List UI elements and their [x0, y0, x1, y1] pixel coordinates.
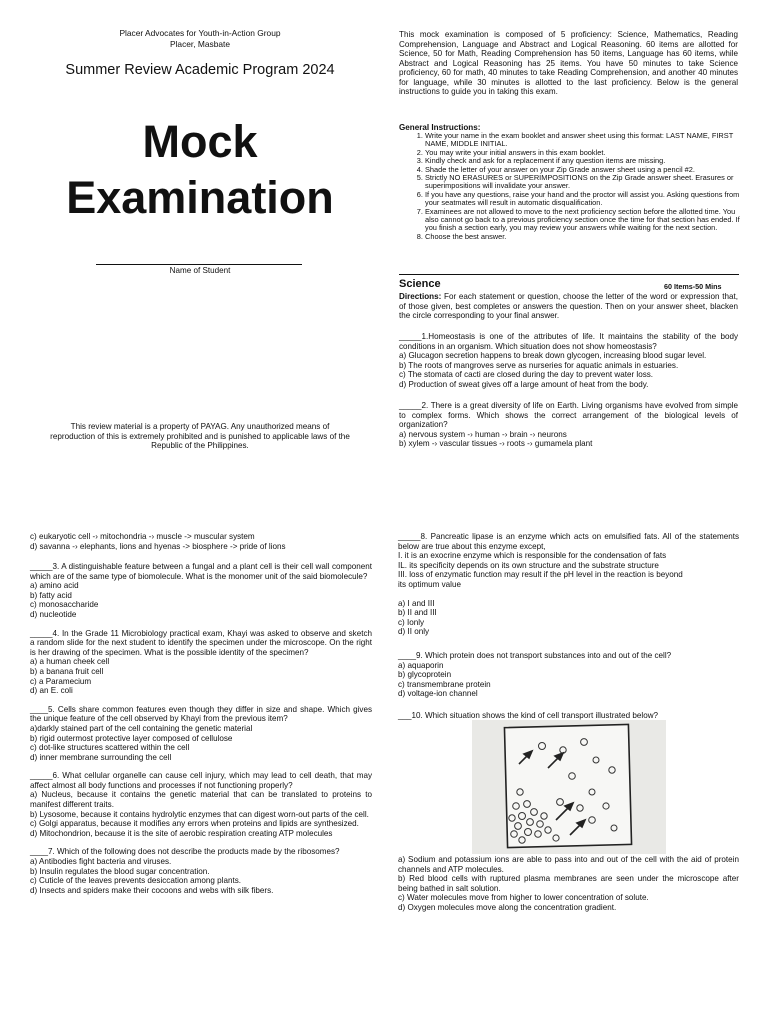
instruction-item: 5. Strictly NO ERASURES or SUPERIMPOSITIONS on the Zip Grade answer sheet. Erasures or superimpositions will invalidate your answer.: [425, 174, 741, 191]
question-4-option-a[interactable]: a) a human cheek cell: [30, 657, 110, 667]
question-1-option-d[interactable]: d) Production of sweat gives off a large amount of heat from the body.: [399, 379, 649, 389]
question-6-stem: _____6. What cellular organelle can cause cell injury, which may lead to cell death, that may affect almost all body functions and processes if not functioning properly?: [30, 771, 372, 790]
question-8-option-a[interactable]: a) I and III: [398, 598, 435, 608]
question-8-option-d[interactable]: d) II only: [398, 627, 430, 637]
organization-header: [0, 28, 384, 49]
name-line[interactable]: [96, 264, 302, 265]
question-4-option-c[interactable]: c) a Paramecium: [30, 676, 92, 686]
science-directions: [399, 292, 738, 321]
questions-column-left: [30, 562, 372, 904]
question-10-option-d[interactable]: d) Oxygen molecules move along the concentration gradient.: [398, 902, 617, 912]
question-5-option-a[interactable]: a)darkly stained part of the cell containing the genetic material: [30, 723, 253, 733]
question-10-option-c[interactable]: c) Water molecules move from higher to lower concentration of solute.: [398, 893, 649, 903]
question-8-statement-2: IL. its specificity depends on its own structure and the substrate structure: [398, 560, 659, 570]
question-4: [30, 629, 372, 696]
instruction-item: 4. Shade the letter of your answer on your Zip Grade answer sheet using a pencil #2.: [425, 166, 741, 174]
question-8-option-b[interactable]: b) II and III: [398, 608, 437, 618]
instruction-item: 6. If you have any questions, raise your hand and the proctor will assist you. Asking questions from your seatmates will result in automatic disqualification.: [425, 191, 741, 208]
question-8-option-c[interactable]: c) Ionly: [398, 617, 425, 627]
question-8-statement-3: III. loss of enzymatic function may result if the pH level in the reaction is beyond its optimum value: [398, 570, 683, 589]
question-9: [398, 651, 739, 699]
question-9-option-b[interactable]: b) glycoprotein: [398, 670, 452, 680]
question-2-option-d[interactable]: d) savanna -› elephants, lions and hyenas -> biosphere -> pride of lions: [30, 541, 286, 551]
question-7-option-a[interactable]: a) Antibodies fight bacteria and viruses.: [30, 857, 172, 867]
question-8: [398, 532, 739, 637]
intro-paragraph: This mock examination is composed of 5 proficiency: Science, Mathematics, Reading Comprehension, Language and Abstract and Logical Reasoning. 60 items are allotted for Science, 50 for Math, Reading Comprehension has 50 items, Language has 60 items, while Abstract and Logical Reasoning has 25 items. You have 50 minutes to take Science proficiency, 60 for math, 40 minutes to take Reading Comprehension, and another 40 minutes for language, while 30 minutes is allotted to the last proficiency. Below is the general instructions to guide you in taking this exam.: [399, 30, 738, 96]
question-7-option-c[interactable]: c) Cuticle of the leaves prevents desiccation among plants.: [30, 876, 241, 886]
question-4-option-d[interactable]: d) an E. coli: [30, 686, 73, 696]
instruction-item: 3. Kindly check and ask for a replacement if any question items are missing.: [425, 157, 741, 165]
question-2-option-c[interactable]: c) eukaryotic cell -› mitochondria -› muscle -> muscular system: [30, 532, 255, 541]
science-heading: Science: [399, 278, 441, 290]
directions-text: For each statement or question, choose the letter of the word or expression that, of those given, best completes or answers the question. Then on your answer sheet, blacken the circle corresponding to your final answer.: [399, 292, 738, 321]
instruction-item: 8. Choose the best answer.: [425, 233, 741, 241]
question-1-option-b[interactable]: b) The roots of mangroves serve as nurseries for aquatic animals in estuaries.: [399, 360, 679, 370]
question-2-stem: _____2. There is a great diversity of life on Earth. Living organisms have evolved from simple to complex forms. Which shows the correct arrangement of the biological levels of organization?: [399, 401, 738, 430]
question-9-option-a[interactable]: a) aquaporin: [398, 660, 444, 670]
program-title: Summer Review Academic Program 2024: [65, 62, 335, 78]
question-7-option-b[interactable]: b) Insulin regulates the blood sugar concentration.: [30, 866, 210, 876]
question-1: [399, 332, 738, 390]
question-10-options: [398, 855, 739, 913]
question-2-continued: [30, 532, 372, 551]
question-9-option-d[interactable]: d) voltage-ion channel: [398, 689, 478, 699]
question-6-option-a[interactable]: a) Nucleus, because it contains the genetic material that can be translated to proteins to manifest different traits.: [30, 790, 372, 810]
instruction-item: 1. Write your name in the exam booklet and answer sheet using this format: LAST NAME, FIRST NAME, MIDDLE INITIAL.: [425, 132, 741, 149]
question-9-stem: ____9. Which protein does not transport substances into and out of the cell?: [398, 651, 672, 660]
cover-page: [0, 0, 384, 512]
question-3-stem: _____3. A distinguishable feature between a fungal and a plant cell is their cell wall component which are of the same type of biomolecule. What is the monomer unit of the said biomolecule?: [30, 562, 372, 581]
question-6: [30, 771, 372, 838]
question-4-option-b[interactable]: b) a banana fruit cell: [30, 666, 104, 676]
copyright-notice: This review material is a property of PAYAG. Any unauthorized means of reproduction of this is extremely prohibited and is punished to applicable laws of the Republic of the Philippines.: [50, 422, 350, 451]
general-instructions-list: [399, 132, 741, 241]
instruction-item: 7. Examinees are not allowed to move to the next proficiency section before the allotted time. You also cannot go back to a previous proficiency section once the time for that section has ended. If you finish a section early, you may review your answers while waiting for the next section.: [425, 208, 741, 233]
question-2-option-a[interactable]: a) nervous system -› human -› brain -› neurons: [399, 429, 567, 439]
main-title: [0, 114, 384, 226]
question-5-option-c[interactable]: c) dot-like structures scattered within the cell: [30, 743, 190, 753]
instruction-item: 2. You may write your initial answers in this exam booklet.: [425, 149, 741, 157]
question-2-option-b[interactable]: b) xylem -› vascular tissues -› roots -› gumamela plant: [399, 439, 593, 449]
diffusion-illustration: [472, 720, 666, 854]
question-8-stem: _____8. Pancreatic lipase is an enzyme which acts on emulsified fats. All of the statements below are true about this enzyme except,: [398, 532, 739, 551]
question-2: [399, 401, 738, 449]
name-label: Name of Student: [169, 266, 231, 275]
science-meta: 60 Items-50 Mins: [664, 282, 722, 291]
question-5-option-d[interactable]: d) inner membrane surrounding the cell: [30, 752, 172, 762]
question-3-option-b[interactable]: b) fatty acid: [30, 590, 72, 600]
question-10-option-a[interactable]: a) Sodium and potassium ions are able to pass into and out of the cell with the aid of protein channels and ATP molecules.: [398, 855, 739, 874]
question-8-statement-1: I. it is an exocrine enzyme which is responsible for the condensation of fats: [398, 551, 667, 561]
question-5: [30, 705, 372, 763]
question-1-option-c[interactable]: c) The stomata of cacti are closed during the day to prevent water loss.: [399, 370, 654, 380]
question-7-stem: ____7. Which of the following does not describe the products made by the ribosomes?: [30, 847, 340, 857]
main-title-line1: Mock: [142, 116, 258, 167]
organization-name: Placer Advocates for Youth-in-Action Group: [119, 28, 281, 38]
main-title-line2: Examination: [66, 172, 334, 223]
questions-page-left: [0, 512, 384, 1024]
question-6-option-d[interactable]: d) Mitochondrion, because it is the site of aerobic respiration creating ATP molecules: [30, 828, 333, 838]
question-3: [30, 562, 372, 620]
question-6-option-b[interactable]: b) Lysosome, because it contains hydrolytic enzymes that can digest worn-out parts of the cell.: [30, 809, 369, 819]
directions-label: Directions:: [399, 292, 442, 301]
question-1-option-a[interactable]: a) Glucagon secretion happens to break down glycogen, increasing blood sugar level.: [399, 351, 707, 361]
question-9-option-c[interactable]: c) transmembrane protein: [398, 679, 491, 689]
question-3-option-d[interactable]: d) nucleotide: [30, 609, 77, 619]
question-6-option-c[interactable]: c) Golgi apparatus, because it modifies any errors when proteins and lipids are synthesized.: [30, 819, 359, 829]
section-divider: [399, 274, 739, 275]
question-3-option-a[interactable]: a) amino acid: [30, 581, 79, 591]
organization-location: Placer, Masbate: [169, 38, 231, 49]
question-4-stem: _____4. In the Grade 11 Microbiology practical exam, Khayi was asked to observe and sketch a random slide for the next student to identify the specimen under the microscope. On the right is her drawing of the specimen. What is the possible identity of the specimen?: [30, 628, 372, 657]
question-5-stem: ____5. Cells share common features even though they differ in size and shape. Which gives the unique feature of the cell observed by Khayi from the previous item?: [30, 704, 372, 724]
question-7-option-d[interactable]: d) Insects and spiders make their cocoons and webs with silk fibers.: [30, 885, 274, 895]
question-7: [30, 847, 372, 895]
general-instructions-title: General Instructions:: [399, 123, 481, 132]
instructions-page: [384, 0, 768, 512]
question-10-option-b[interactable]: b) Red blood cells with ruptured plasma membranes are seen under the microscope after being bathed in salt solution.: [398, 874, 739, 893]
question-1-stem: _____1.Homeostasis is one of the attributes of life. It maintains the stability of the body conditions in an organism. Which situation does not show homeostasis?: [399, 332, 738, 351]
question-5-option-b[interactable]: b) rigid outermost protective layer composed of cellulose: [30, 733, 233, 743]
question-10-stem: ___10. Which situation shows the kind of cell transport illustrated below?: [398, 711, 659, 720]
question-3-option-c[interactable]: c) monosaccharide: [30, 600, 99, 610]
questions-page-right: [384, 512, 768, 1024]
